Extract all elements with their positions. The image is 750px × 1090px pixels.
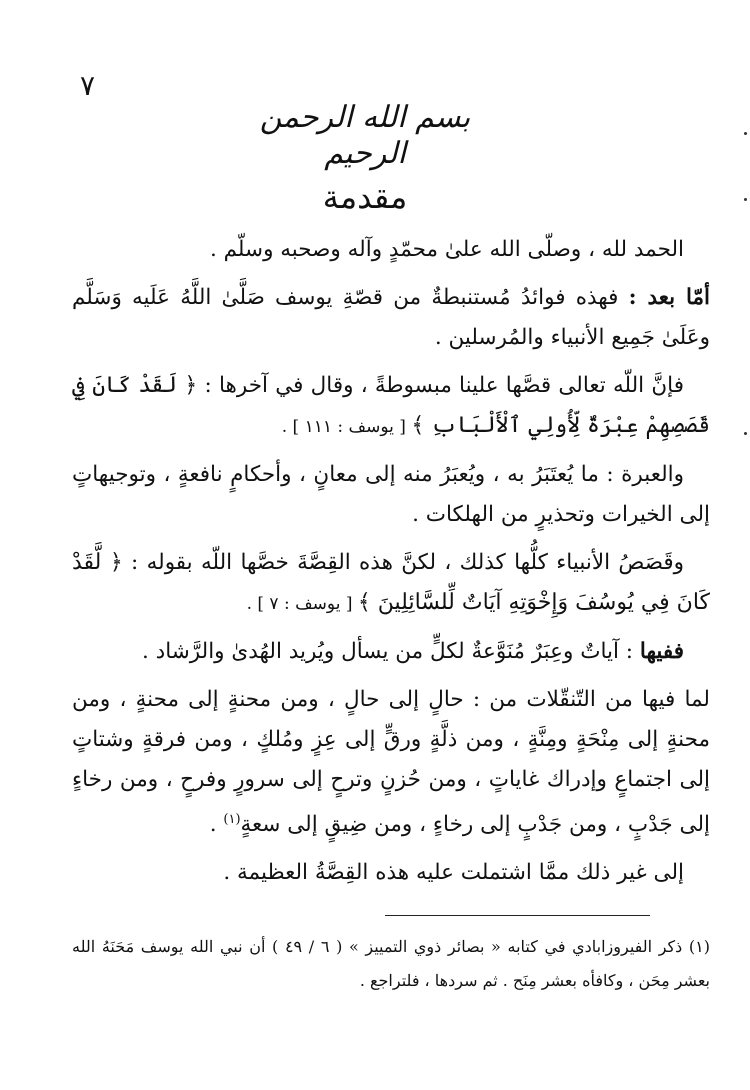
footnote-divider [385, 915, 650, 916]
quran-reference: [ يوسف : ١١١ ] . [281, 417, 412, 437]
footnote-reference[interactable]: (١) [223, 812, 241, 827]
basmala-calligraphy: بسم الله الرحمن الرحيم [259, 100, 471, 171]
paragraph-qasas [72, 543, 710, 624]
bold-lead-amma-bad: أمّا بعد : [628, 285, 710, 310]
paragraph-end: . [209, 812, 224, 838]
margin-dot-mark [744, 432, 747, 435]
paragraph-fafiha [72, 632, 710, 672]
paragraph-opening: الحمد لله ، وصلّى الله علىٰ محمّدٍ وآله وصحبه وسلّم . [209, 237, 684, 262]
margin-dot-mark [744, 132, 747, 135]
paragraph-text: فإنَّ اللّه تعالى قصَّها علينا مبسوطةً ، وقال في آخرها : [197, 373, 684, 398]
paragraph-text: وقَصَصُ الأنبياء كلُّها كذلك ، لكنَّ هذه القِصَّةَ خصَّها اللّه بقوله : [122, 550, 685, 575]
paragraph-closing: إلى غير ذلك ممَّا اشتملت عليه هذه القِصَّةُ العظيمة . [223, 860, 684, 886]
quran-quote: ﴿ لَقَدْ كَانَ فِي قَصَصِهِمْ عِبْرَةٌ لِّأُولِي ٱلْأَلْبَابِ ﴾ [72, 373, 710, 438]
paragraph-ibra: والعبرة : ما يُعتَبَرُ به ، ويُعبَرُ منه إلى معانٍ ، وأحكامٍ نافعةٍ ، وتوجيهاتٍ إلى الخيرات وتحذيرٍ من الهلكات . [72, 462, 710, 527]
bold-lead-fafiha: ففيها [639, 639, 684, 664]
footnote-text: (١) ذكر الفيروزابادي في كتابه « بصائر ذوي التمييز » ( ٦ / ٤٩ ) أن نبي الله يوسف مَحَنَهُ الله بعشر مِحَن ، وكافأه بعشر مِنَح . ثم سردها ، فلتراجع . [72, 937, 711, 990]
section-heading: مقدمة [322, 178, 408, 216]
footnote [72, 930, 710, 998]
page-number: ٧ [80, 69, 96, 102]
paragraph-text: فهذه فوائدُ مُستنبطةٌ من قصّةِ يوسف صَلَّىٰ اللَّهُ عَلَيه وَسَلَّم وعَلَىٰ جَمِيع الأنبياء والمُرسلين . [72, 285, 710, 350]
paragraph-amma-bad [72, 278, 710, 358]
margin-dot-mark [744, 198, 747, 201]
paragraph-quran-111 [72, 366, 710, 447]
quran-reference: [ يوسف : ٧ ] . [246, 594, 358, 614]
quran-quote: ﴿ لَّقَدْ كَانَ فِي يُوسُفَ وَإِخْوَتِهِ آيَاتٌ لِّلسَّائِلِينَ ﴾ [72, 550, 710, 615]
body-text [72, 230, 710, 901]
paragraph-text: لما فيها من التّنقّلات من : حالٍ إلى حالٍ ، ومن محنةٍ إلى محنةٍ ، ومن محنةٍ إلى مِنْحَةٍ ومِنَّةٍ ، ومن ذلَّةٍ ورقٍّ إلى عِزٍ ومُلكٍ ، ومن فرقةٍ وشتاتٍ إلى اجتماعٍ وإدراك غاياتٍ ، ومن حُزنٍ وترحٍ إلى سرورٍ وفرحٍ ، ومن رخاءٍ إلى جَدْبٍ ، ومن جَدْبٍ إلى رخاءٍ ، ومن ضِيقٍ إلى سعةٍ [72, 687, 710, 838]
paragraph-tanaqqulat [72, 680, 710, 845]
paragraph-text: : آياتٌ وعِبَرٌ مُنَوَّعةٌ لكلٍّ من يسأل ويُريد الهُدىٰ والرَّشاد . [141, 639, 640, 664]
